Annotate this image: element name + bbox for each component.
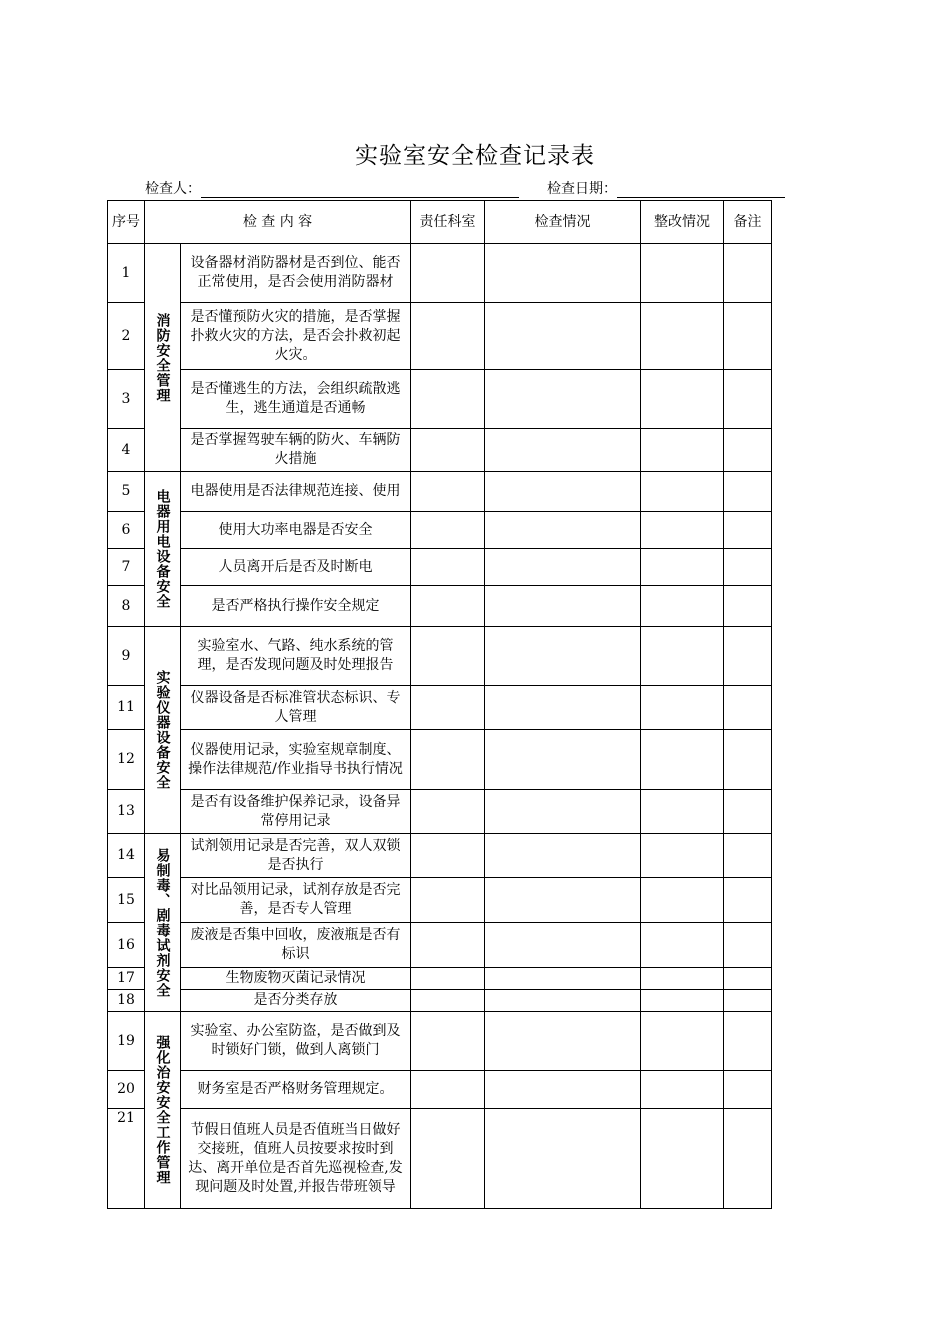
header-rectify: 整改情况 xyxy=(641,201,724,244)
row-number: 5 xyxy=(108,472,145,512)
table-row xyxy=(108,730,772,790)
status-cell[interactable] xyxy=(485,730,641,790)
row-content: 人员离开后是否及时断电 xyxy=(181,549,411,586)
row-number: 12 xyxy=(108,730,145,790)
note-cell[interactable] xyxy=(724,586,772,627)
rectify-cell[interactable] xyxy=(641,990,724,1012)
row-number: 14 xyxy=(108,834,145,878)
rectify-cell[interactable] xyxy=(641,429,724,472)
rectify-cell[interactable] xyxy=(641,834,724,878)
table-row xyxy=(108,429,772,472)
dept-cell[interactable] xyxy=(411,730,485,790)
category-electric: 电器用电设备安全 xyxy=(145,472,181,627)
header-seq: 序号 xyxy=(108,201,145,244)
row-number: 20 xyxy=(108,1071,145,1109)
status-cell[interactable] xyxy=(485,968,641,990)
row-content: 实验室、办公室防盗，是否做到及时锁好门锁，做到人离锁门 xyxy=(181,1012,411,1071)
table-row xyxy=(108,923,772,968)
table-row xyxy=(108,627,772,686)
category-fire: 消防安全管理 xyxy=(145,244,181,472)
dept-cell[interactable] xyxy=(411,244,485,303)
header-content: 检 查 内 容 xyxy=(145,201,411,244)
row-content: 生物废物灭菌记录情况 xyxy=(181,968,411,990)
dept-cell[interactable] xyxy=(411,586,485,627)
table-row xyxy=(108,968,772,990)
row-content: 是否懂预防火灾的措施，是否掌握扑救火灾的方法，是否会扑救初起火灾。 xyxy=(181,303,411,370)
header-note: 备注 xyxy=(724,201,772,244)
page-title: 实验室安全检查记录表 xyxy=(355,143,595,169)
row-content: 是否严格执行操作安全规定 xyxy=(181,586,411,627)
rectify-cell[interactable] xyxy=(641,472,724,512)
status-cell[interactable] xyxy=(485,244,641,303)
dept-cell[interactable] xyxy=(411,370,485,429)
status-cell[interactable] xyxy=(485,990,641,1012)
date-label: 检查日期： xyxy=(547,181,617,197)
rectify-cell[interactable] xyxy=(641,1012,724,1071)
rectify-cell[interactable] xyxy=(641,790,724,834)
table-row xyxy=(108,244,772,303)
rectify-cell[interactable] xyxy=(641,1109,724,1209)
row-content: 试剂领用记录是否完善，双人双锁是否执行 xyxy=(181,834,411,878)
status-cell[interactable] xyxy=(485,627,641,686)
table-header-row xyxy=(108,201,772,244)
status-cell[interactable] xyxy=(485,1109,641,1209)
note-cell[interactable] xyxy=(724,923,772,968)
row-content: 实验室水、气路、纯水系统的管理，是否发现问题及时处理报告 xyxy=(181,627,411,686)
dept-cell[interactable] xyxy=(411,834,485,878)
dept-cell[interactable] xyxy=(411,1071,485,1109)
note-cell[interactable] xyxy=(724,512,772,549)
note-cell[interactable] xyxy=(724,429,772,472)
rectify-cell[interactable] xyxy=(641,730,724,790)
table-row xyxy=(108,834,772,878)
row-number: 17 xyxy=(108,968,145,990)
note-cell[interactable] xyxy=(724,549,772,586)
row-content: 设备器材消防器材是否到位、能否正常使用，是否会使用消防器材 xyxy=(181,244,411,303)
status-cell[interactable] xyxy=(485,686,641,730)
rectify-cell[interactable] xyxy=(641,627,724,686)
status-cell[interactable] xyxy=(485,1071,641,1109)
date-field xyxy=(547,178,785,198)
row-number: 9 xyxy=(108,627,145,686)
rectify-cell[interactable] xyxy=(641,923,724,968)
status-cell[interactable] xyxy=(485,1012,641,1071)
rectify-cell[interactable] xyxy=(641,968,724,990)
status-cell[interactable] xyxy=(485,549,641,586)
table-row xyxy=(108,1071,772,1109)
rectify-cell[interactable] xyxy=(641,244,724,303)
rectify-cell[interactable] xyxy=(641,370,724,429)
rectify-cell[interactable] xyxy=(641,1071,724,1109)
note-cell[interactable] xyxy=(724,1109,772,1209)
dept-cell[interactable] xyxy=(411,549,485,586)
row-number: 16 xyxy=(108,923,145,968)
note-cell[interactable] xyxy=(724,968,772,990)
table-row xyxy=(108,686,772,730)
row-content: 电器使用是否法律规范连接、使用 xyxy=(181,472,411,512)
table-row xyxy=(108,878,772,923)
table-row xyxy=(108,1012,772,1071)
row-number: 11 xyxy=(108,686,145,730)
table-row xyxy=(108,472,772,512)
note-cell[interactable] xyxy=(724,1071,772,1109)
row-content: 是否有设备维护保养记录，设备异常停用记录 xyxy=(181,790,411,834)
inspector-field xyxy=(145,178,519,198)
dept-cell[interactable] xyxy=(411,968,485,990)
dept-cell[interactable] xyxy=(411,1109,485,1209)
note-cell[interactable] xyxy=(724,627,772,686)
date-input-line[interactable] xyxy=(617,181,785,198)
note-cell[interactable] xyxy=(724,990,772,1012)
table-row xyxy=(108,1109,772,1209)
dept-cell[interactable] xyxy=(411,429,485,472)
status-cell[interactable] xyxy=(485,790,641,834)
table-row xyxy=(108,512,772,549)
table-row xyxy=(108,586,772,627)
category-instrument: 实验仪器设备安全 xyxy=(145,627,181,834)
dept-cell[interactable] xyxy=(411,512,485,549)
rectify-cell[interactable] xyxy=(641,878,724,923)
row-content: 是否懂逃生的方法，会组织疏散逃生，逃生通道是否通畅 xyxy=(181,370,411,429)
dept-cell[interactable] xyxy=(411,1012,485,1071)
row-content: 节假日值班人员是否值班当日做好交接班，值班人员按要求按时到达、离开单位是否首先巡视检查,发现问题及时处置,并报告带班领导 xyxy=(181,1109,411,1209)
table-row xyxy=(108,303,772,370)
rectify-cell[interactable] xyxy=(641,303,724,370)
note-cell[interactable] xyxy=(724,790,772,834)
row-content: 财务室是否严格财务管理规定。 xyxy=(181,1071,411,1109)
dept-cell[interactable] xyxy=(411,878,485,923)
status-cell[interactable] xyxy=(485,923,641,968)
note-cell[interactable] xyxy=(724,1012,772,1071)
dept-cell[interactable] xyxy=(411,990,485,1012)
status-cell[interactable] xyxy=(485,429,641,472)
note-cell[interactable] xyxy=(724,472,772,512)
row-number: 2 xyxy=(108,303,145,370)
note-cell[interactable] xyxy=(724,303,772,370)
table-row xyxy=(108,790,772,834)
row-number: 6 xyxy=(108,512,145,549)
row-number: 15 xyxy=(108,878,145,923)
rectify-cell[interactable] xyxy=(641,586,724,627)
row-number: 3 xyxy=(108,370,145,429)
note-cell[interactable] xyxy=(724,878,772,923)
row-content: 是否掌握驾驶车辆的防火、车辆防火措施 xyxy=(181,429,411,472)
rectify-cell[interactable] xyxy=(641,549,724,586)
table-row xyxy=(108,990,772,1012)
dept-cell[interactable] xyxy=(411,627,485,686)
dept-cell[interactable] xyxy=(411,472,485,512)
note-cell[interactable] xyxy=(724,834,772,878)
note-cell[interactable] xyxy=(724,244,772,303)
row-number: 18 xyxy=(108,990,145,1012)
dept-cell[interactable] xyxy=(411,686,485,730)
row-number: 1 xyxy=(108,244,145,303)
status-cell[interactable] xyxy=(485,878,641,923)
row-number: 21 xyxy=(108,1109,145,1209)
header-status: 检查情况 xyxy=(485,201,641,244)
status-cell[interactable] xyxy=(485,472,641,512)
status-cell[interactable] xyxy=(485,303,641,370)
status-cell[interactable] xyxy=(485,370,641,429)
row-content: 仪器设备是否标准管状态标识、专人管理 xyxy=(181,686,411,730)
row-number: 8 xyxy=(108,586,145,627)
note-cell[interactable] xyxy=(724,730,772,790)
row-number: 19 xyxy=(108,1012,145,1071)
row-content: 是否分类存放 xyxy=(181,990,411,1012)
category-toxic: 易制毒、剧毒试剂安全 xyxy=(145,834,181,1012)
row-content: 对比品领用记录，试剂存放是否完善，是否专人管理 xyxy=(181,878,411,923)
status-cell[interactable] xyxy=(485,586,641,627)
row-content: 使用大功率电器是否安全 xyxy=(181,512,411,549)
row-number: 4 xyxy=(108,429,145,472)
inspector-label: 检查人： xyxy=(145,181,201,197)
row-content: 仪器使用记录，实验室规章制度、操作法律规范/作业指导书执行情况 xyxy=(181,730,411,790)
status-cell[interactable] xyxy=(485,512,641,549)
row-number: 7 xyxy=(108,549,145,586)
dept-cell[interactable] xyxy=(411,303,485,370)
dept-cell[interactable] xyxy=(411,790,485,834)
dept-cell[interactable] xyxy=(411,923,485,968)
rectify-cell[interactable] xyxy=(641,512,724,549)
table-row xyxy=(108,549,772,586)
table-row xyxy=(108,370,772,429)
header-dept: 责任科室 xyxy=(411,201,485,244)
inspection-table xyxy=(107,200,772,1209)
rectify-cell[interactable] xyxy=(641,686,724,730)
inspector-input-line[interactable] xyxy=(201,181,519,198)
category-security: 强化治安安全工作管理 xyxy=(145,1012,181,1209)
row-content: 废液是否集中回收，废液瓶是否有标识 xyxy=(181,923,411,968)
status-cell[interactable] xyxy=(485,834,641,878)
row-number: 13 xyxy=(108,790,145,834)
note-cell[interactable] xyxy=(724,686,772,730)
note-cell[interactable] xyxy=(724,370,772,429)
